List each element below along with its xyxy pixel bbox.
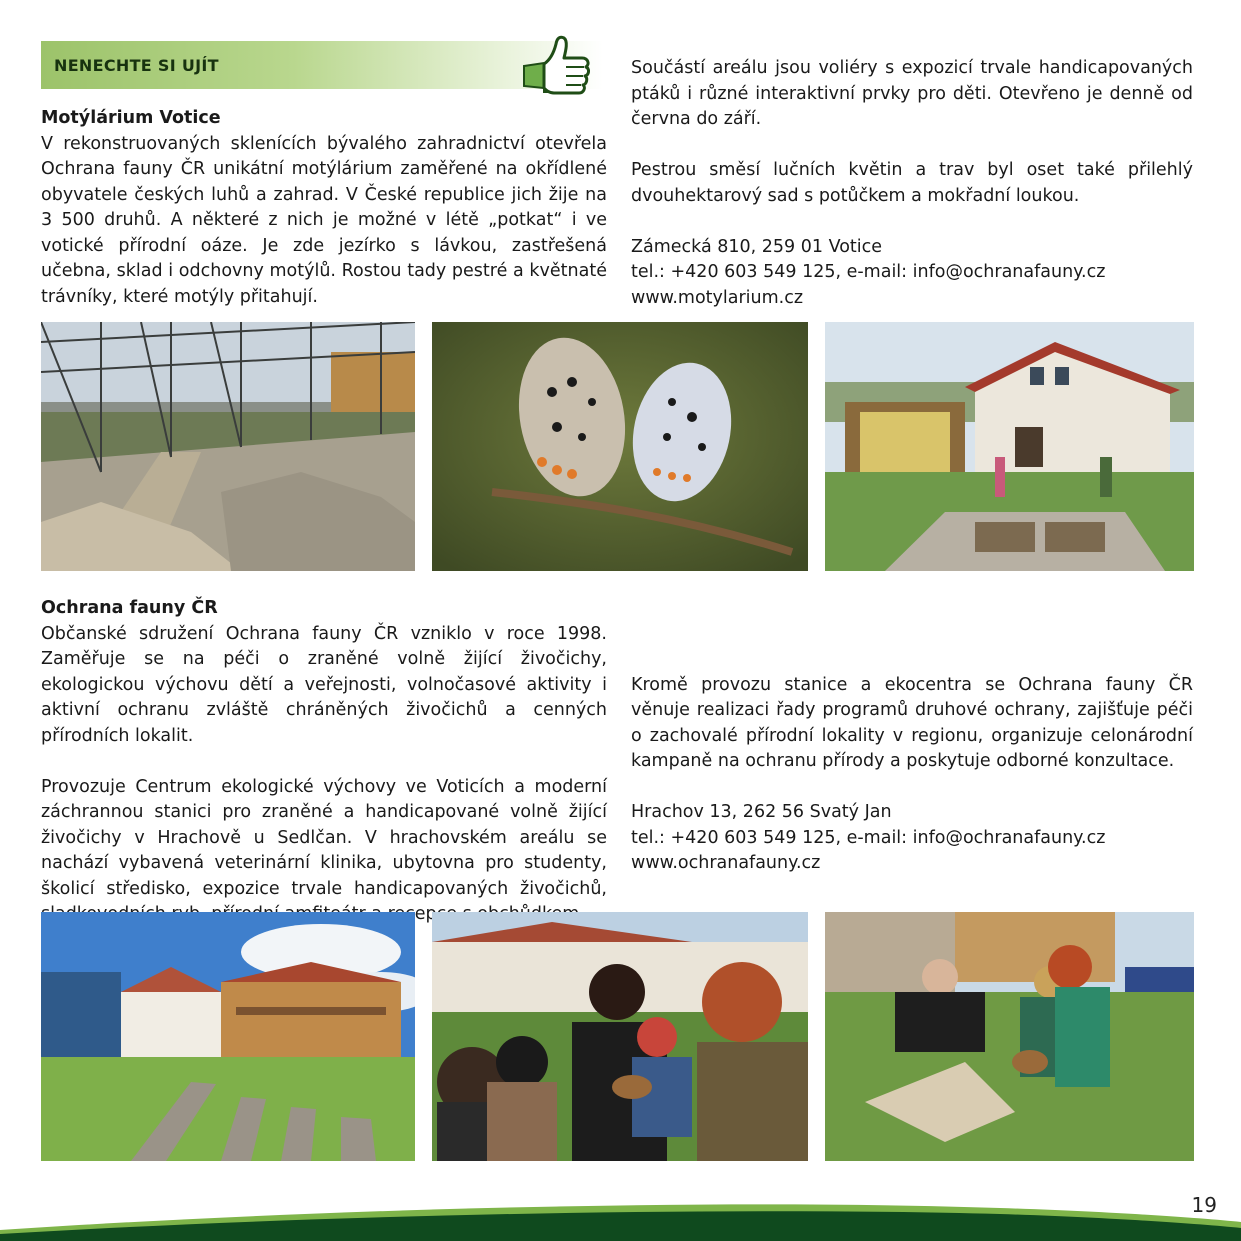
paragraph: Součástí areálu jsou voliéry s expozicí trvale handicapovaných ptáků i různé interaktivní prvky pro děti. Otevřeno je denně od června do září. — [631, 58, 1193, 129]
motylarium-column-left — [41, 106, 607, 310]
section-title-motylarium: Motýlárium Votice — [41, 108, 221, 128]
paragraph: Pestrou směsí lučních květin a trav byl oset také přilehlý dvouhektarový sad s potůčkem a mokřadní loukou. — [631, 160, 1193, 206]
motylarium-column-right — [631, 56, 1193, 311]
photo-greenhouse — [41, 322, 415, 571]
photo-students-with-animal — [432, 912, 808, 1161]
thumbs-up-icon — [520, 30, 596, 100]
section-title-ochrana: Ochrana fauny ČR — [41, 598, 218, 618]
paragraph: Provozuje Centrum ekologické výchovy ve Voticích a moderní záchrannou stanici pro zraněné a handicapované volně žijící živočichy v Hrachově u Sedlčan. V hrachovském areálu se nachází vybavená veterinární klinika, ubytovna pro studenty, školicí středisko, expozice trvale handicapovaných živočichů, recepce — [41, 776, 607, 924]
photo-butterflies — [432, 322, 808, 571]
paragraph: Občanské sdružení Ochrana fauny ČR vzniklo v roce 1998. Zaměřuje se na péči o zraněné volně žijící živočichy, ekologickou výchovu dětí a veřejnosti, volnočasové aktivity i aktivní ochranu zvláště chráněných živočichů a cenných přírodních lokalit. — [41, 623, 607, 746]
contact-line: tel.: +420 603 549 125, e-mail: info@ochranafauny.cz — [631, 262, 1106, 282]
page-number: 19 — [1191, 1193, 1217, 1217]
address: Hrachov 13, 262 56 Svatý Jan — [631, 802, 892, 822]
section-header-title: NENECHTE SI UJÍT — [54, 56, 219, 75]
website-link[interactable]: www.motylarium.cz — [631, 287, 804, 308]
paragraph: Kromě provozu stanice a ekocentra se Ochrana fauny ČR věnuje realizaci řady programů druhové ochrany, zajišťuje péči o zachovalé přírodní lokality v regionu, organizuje celonárodní kampaně na ochranu přírody a poskytuje odborné konzultace. — [631, 674, 1193, 771]
photo-hrachov-station — [41, 912, 415, 1161]
photo-people-with-fawn — [825, 912, 1194, 1161]
contact-line: tel.: +420 603 549 125, e-mail: info@ochranafauny.cz — [631, 827, 1106, 848]
paragraph: V rekonstruovaných sklenících bývalého zahradnictví otevřela Ochrana fauny ČR unikátní motýlárium zaměřené na okřídlené obyvatele českých luhů a zahrad. V České republice jich žije na 3 500 druhů. A některé z nich je možné v létě „potkat“ i ve votické přírodní oáze. Je zde jezírko s lávkou, zastřešená učebna, sklad i odchovny motýlů. Rostou tady pestré a květnaté trávníky, které motýly přitahují. — [41, 133, 607, 307]
ochrana-column-left — [41, 596, 607, 928]
address: Zámecká 810, 259 01 Votice — [631, 236, 883, 257]
footer-decoration — [0, 1190, 1241, 1241]
website-link[interactable]: www.ochranafauny.cz — [631, 853, 821, 873]
photo-motylarium-building — [825, 322, 1194, 571]
ochrana-column-right — [631, 596, 1193, 877]
